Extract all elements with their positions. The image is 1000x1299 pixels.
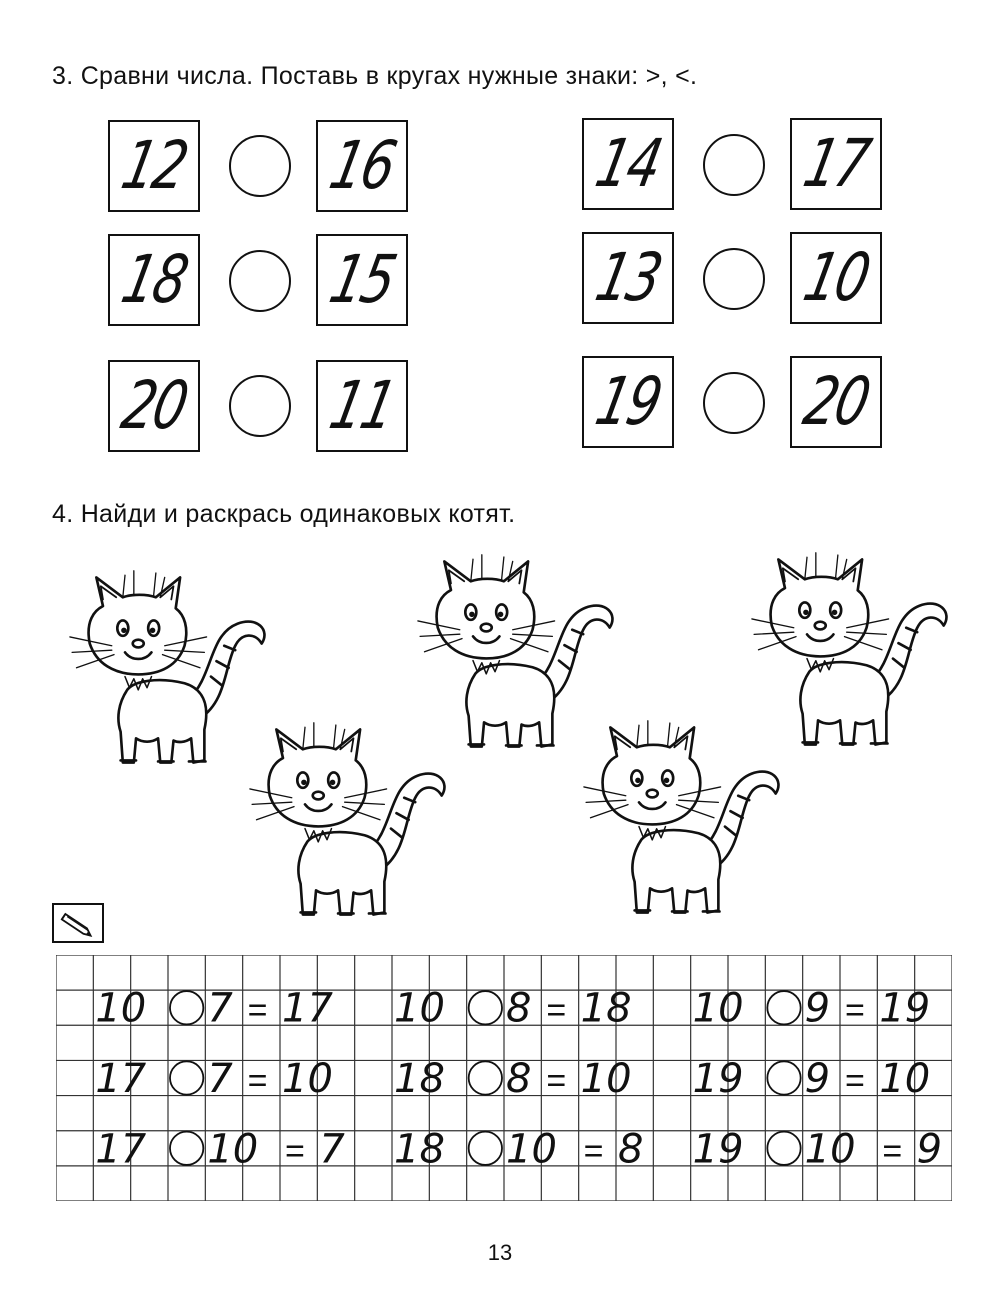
number-right: 17 [797, 125, 875, 202]
exercise-equals: = [845, 1062, 865, 1100]
number-box [316, 234, 408, 326]
comparison-circle[interactable] [703, 248, 765, 310]
exercise-equals: = [583, 1132, 604, 1171]
number-left: 18 [115, 241, 193, 318]
operator-circle[interactable] [170, 1061, 203, 1094]
number-box [582, 118, 674, 210]
operator-circle[interactable] [469, 1132, 502, 1165]
cat-illustration[interactable] [232, 714, 464, 919]
exercise-operand-b: 9 [804, 1056, 831, 1102]
task-3-title: 3. Сравни числа. Поставь в кругах нужные знаки: >, <. [52, 62, 698, 90]
exercise-operand-a: 10 [394, 985, 445, 1032]
number-box [790, 356, 882, 448]
exercise-operand-a: 19 [692, 1056, 744, 1102]
exercise-operand-b: 8 [506, 985, 532, 1032]
exercise [95, 986, 333, 1032]
number-right: 11 [323, 367, 401, 444]
number-box [790, 232, 882, 324]
comparison-circle[interactable] [229, 375, 291, 437]
exercise-grid [56, 955, 952, 1201]
exercise-operand-a: 17 [95, 1056, 147, 1102]
number-right: 20 [797, 363, 875, 440]
exercise-equals: = [247, 991, 268, 1030]
comparison-circle[interactable] [703, 134, 765, 196]
pencil-icon [54, 905, 102, 941]
exercise-operand-b: 7 [207, 1056, 233, 1102]
exercise [394, 986, 632, 1032]
number-box [316, 360, 408, 452]
exercise-equals: = [882, 1132, 903, 1171]
comparison-circle[interactable] [229, 250, 291, 312]
exercise [95, 1056, 333, 1102]
exercise [394, 1056, 632, 1102]
number-box [790, 118, 882, 210]
comparison-circle[interactable] [229, 135, 291, 197]
exercise-operand-b: 7 [207, 985, 233, 1032]
exercise-result: 10 [879, 1056, 931, 1102]
number-left: 12 [115, 127, 193, 204]
number-right: 10 [797, 239, 875, 316]
number-box [582, 356, 674, 448]
operator-circle[interactable] [469, 1061, 502, 1094]
operator-circle[interactable] [767, 1061, 800, 1094]
number-left: 19 [589, 363, 667, 440]
exercise-operand-a: 18 [394, 1056, 445, 1102]
exercise-operand-b: 10 [506, 1126, 557, 1173]
operator-circle[interactable] [469, 991, 502, 1024]
operator-circle[interactable] [767, 991, 800, 1024]
comparison-circle[interactable] [703, 372, 765, 434]
exercise-result: 18 [580, 985, 632, 1032]
exercise-result: 10 [282, 1056, 333, 1102]
number-right: 15 [323, 241, 401, 318]
exercise-operand-b: 10 [207, 1126, 259, 1173]
exercise-result: 19 [879, 985, 931, 1032]
exercise-equals: = [285, 1132, 305, 1171]
exercise [693, 986, 931, 1032]
exercise-equals: = [247, 1062, 268, 1100]
exercise-operand-a: 17 [95, 1126, 147, 1173]
number-right: 16 [323, 127, 401, 204]
exercise-equals: = [845, 991, 865, 1030]
number-box [108, 120, 200, 212]
number-left: 13 [589, 239, 667, 316]
exercise [693, 1056, 931, 1102]
exercise-result: 8 [618, 1126, 644, 1173]
exercise-operand-a: 18 [394, 1126, 445, 1173]
exercise-equals: = [546, 1062, 567, 1100]
number-box [316, 120, 408, 212]
number-left: 14 [589, 125, 667, 202]
exercise-result: 7 [319, 1126, 345, 1173]
number-box [582, 232, 674, 324]
exercise-result: 9 [916, 1126, 943, 1173]
exercise-operand-a: 10 [692, 985, 744, 1032]
exercise-operand-b: 10 [804, 1126, 856, 1173]
exercise-result: 17 [282, 985, 333, 1032]
operator-circle[interactable] [170, 1132, 203, 1165]
task-4-title: 4. Найди и раскрась одинаковых котят. [52, 500, 516, 528]
operator-circle[interactable] [767, 1132, 800, 1165]
number-box [108, 234, 200, 326]
pencil-icon-frame [52, 903, 104, 943]
exercise-operand-a: 10 [95, 985, 147, 1032]
exercise-operand-a: 19 [692, 1126, 744, 1173]
page-number: 13 [487, 1240, 513, 1265]
exercise-operand-b: 9 [804, 985, 831, 1032]
number-box [108, 360, 200, 452]
exercise-result: 10 [580, 1056, 632, 1102]
operator-circle[interactable] [170, 991, 203, 1024]
exercise-operand-b: 8 [506, 1056, 532, 1102]
cat-illustration[interactable] [566, 712, 798, 917]
number-left: 20 [115, 367, 193, 444]
exercise-equals: = [546, 991, 567, 1030]
